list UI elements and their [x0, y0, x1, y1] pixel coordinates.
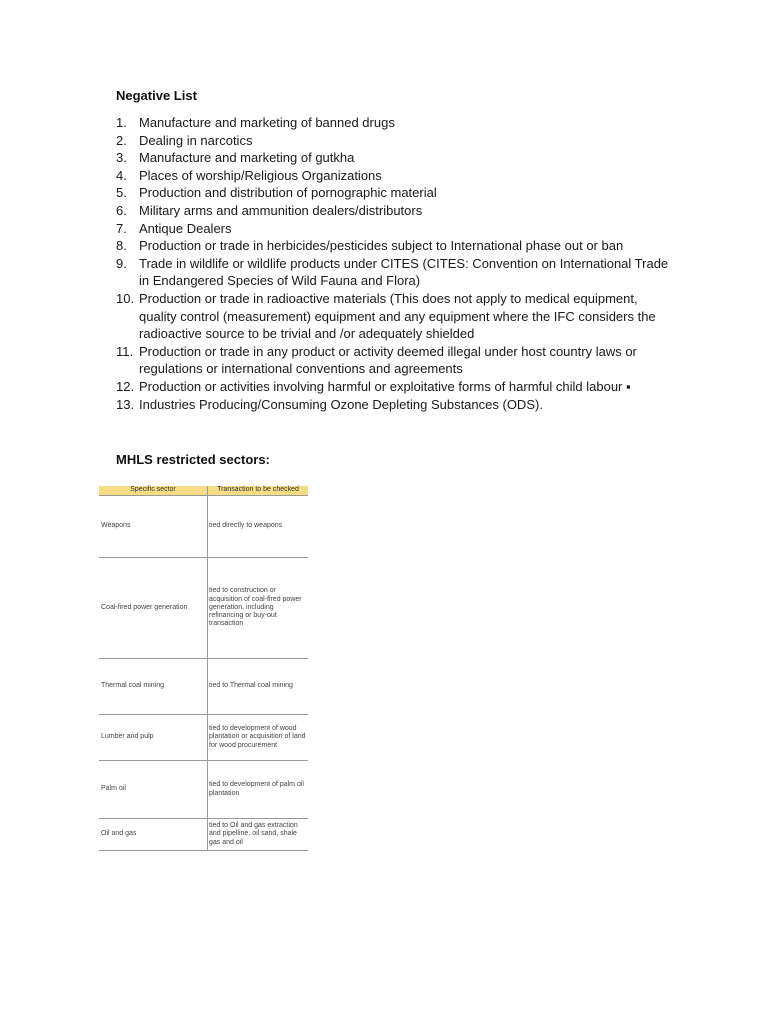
item-text: Production or activities involving harmful or exploitative forms of harmful child labour ▪	[139, 378, 631, 394]
table-row	[99, 558, 308, 659]
list-item	[116, 149, 676, 167]
item-text: Production or trade in herbicides/pesticides subject to International phase out or ban	[139, 238, 624, 254]
list-item	[116, 184, 676, 202]
table-row	[99, 715, 308, 761]
list-item	[116, 396, 676, 414]
item-text: Dealing in narcotics	[139, 132, 253, 148]
list-item	[116, 237, 676, 255]
item-number: 9.	[116, 255, 127, 271]
item-text: Trade in wildlife or wildlife products under CITES (CITES: Convention on International Trade in Endangered Species of Wild Fauna and Flora)	[139, 255, 669, 289]
list-item	[116, 290, 676, 343]
transaction-cell: tied to development of palm oil plantation	[208, 761, 309, 819]
list-item	[116, 202, 676, 220]
item-number: 1.	[116, 115, 127, 130]
transaction-cell: tied to Oil and gas extraction and pipelline, oil sand, shale gas and oil	[208, 819, 309, 851]
sector-cell: Lumber and pulp	[99, 715, 208, 761]
transaction-cell: tied to development of wood plantation or acquisition of land for wood procurement	[208, 715, 309, 761]
table-header-row	[99, 486, 308, 496]
table-row	[99, 496, 308, 558]
table-row	[99, 819, 308, 851]
restricted-sectors-table	[99, 486, 308, 851]
list-item	[116, 167, 676, 185]
item-number: 10.	[116, 290, 135, 306]
transaction-cell: tied to construction or acquisition of coal-fired power generation, including refinancing or buy-out transaction	[208, 558, 309, 659]
list-item	[116, 343, 676, 378]
item-text: Places of worship/Religious Organizations	[139, 167, 382, 183]
column-header-transaction: Transaction to be checked	[208, 486, 309, 496]
item-text: Antique Dealers	[139, 220, 232, 236]
sector-cell: Thermal coal mining	[99, 659, 208, 715]
item-text: Production or trade in any product or activity deemed illegal under host country laws or regulations or international conventions and agreements	[139, 343, 637, 377]
item-text: Manufacture and marketing of gutkha	[139, 150, 355, 166]
negative-list-heading: Negative List	[116, 88, 197, 103]
transaction-cell: tied to Thermal coal mining	[208, 659, 309, 715]
sector-cell: Coal-fired power generation	[99, 558, 208, 659]
sector-cell: Palm oil	[99, 761, 208, 819]
item-text: Industries Producing/Consuming Ozone Depleting Substances (ODS).	[139, 396, 543, 412]
item-text: Production or trade in radioactive materials (This does not apply to medical equipment, quality control (measurement) equipment and any equipment where the IFC considers the radioactive source to be trivial and /or adequately shielded	[139, 290, 656, 342]
list-item	[116, 378, 676, 396]
list-item	[116, 220, 676, 238]
item-number: 3.	[116, 150, 127, 166]
transaction-cell: tied directly to weapons	[208, 496, 309, 558]
item-number: 7.	[116, 220, 127, 236]
list-item	[116, 114, 676, 132]
mhls-heading: MHLS restricted sectors:	[116, 452, 270, 467]
item-number: 5.	[116, 185, 127, 201]
item-number: 12.	[116, 378, 135, 394]
item-number: 4.	[116, 167, 127, 183]
column-header-sector: Specific sector	[99, 486, 208, 496]
item-text: Military arms and ammunition dealers/distributors	[139, 202, 423, 218]
table-row	[99, 659, 308, 715]
item-number: 6.	[116, 202, 127, 218]
list-item	[116, 132, 676, 150]
sector-cell: Oil and gas	[99, 819, 208, 851]
sector-cell: Weapons	[99, 496, 208, 558]
item-number: 11.	[116, 343, 134, 359]
table-row	[99, 761, 308, 819]
negative-list	[116, 114, 676, 413]
item-text: Production and distribution of pornographic material	[139, 185, 437, 201]
item-number: 13.	[116, 396, 135, 412]
item-number: 2.	[116, 132, 127, 148]
item-text: Manufacture and marketing of banned drugs	[139, 115, 395, 130]
item-number: 8.	[116, 238, 127, 254]
list-item	[116, 255, 676, 290]
